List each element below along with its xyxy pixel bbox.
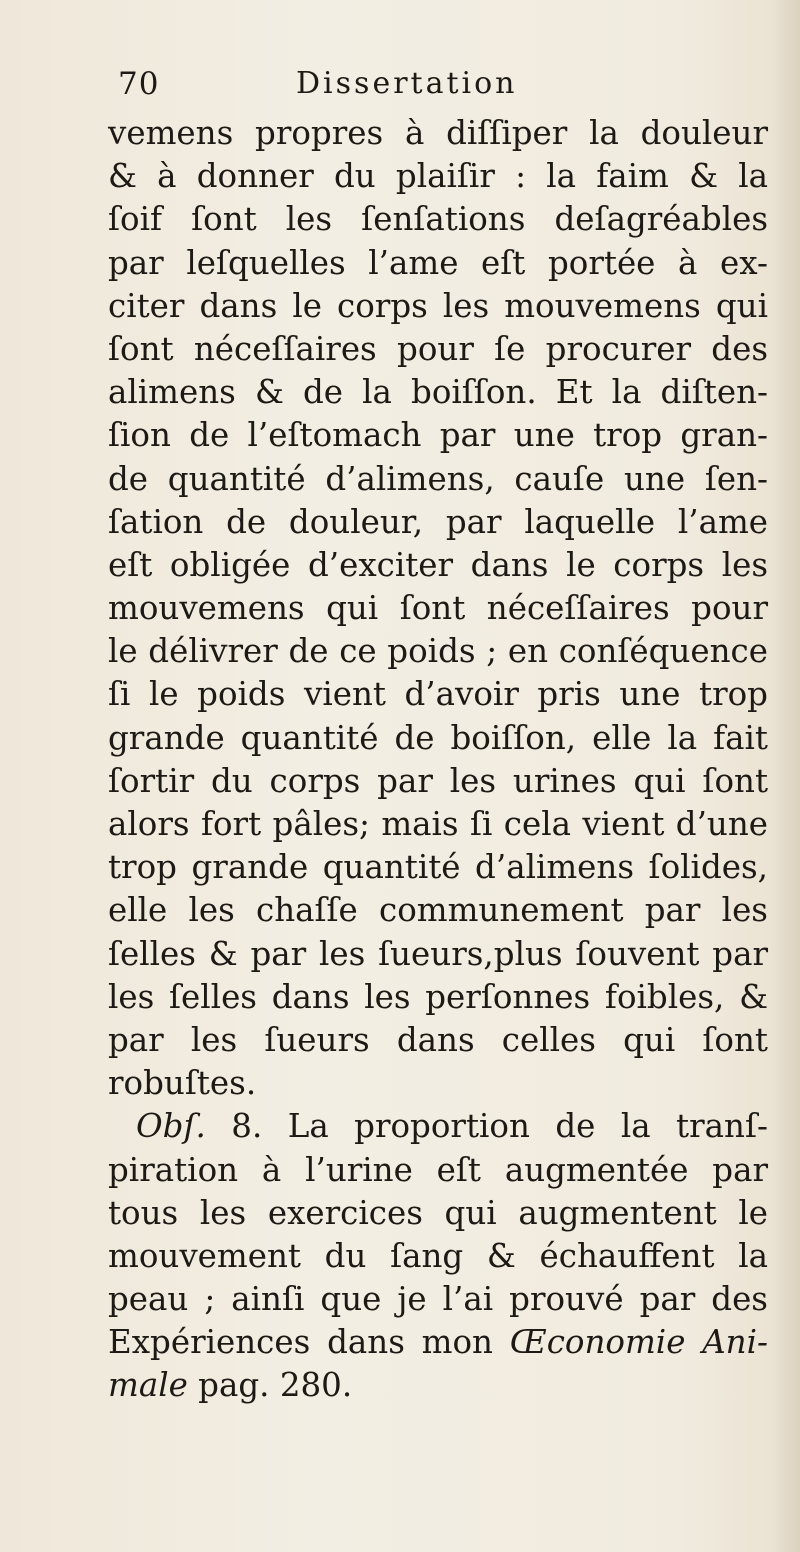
- text-line: citer dans le corps les mouvemens qui: [108, 286, 768, 325]
- paragraph-2-observation: [108, 1105, 768, 1407]
- text-line: [108, 1105, 768, 1148]
- page-edge-shadow: [770, 0, 800, 1552]
- text-line: ſont néceſſaires pour ſe procurer des: [108, 329, 768, 368]
- text-line: mouvement du ſang & échauffent la: [108, 1236, 768, 1275]
- text-line: ſortir du corps par les urines qui ſont: [108, 761, 768, 800]
- text-line: elle les chaſſe communement par les: [108, 891, 768, 930]
- text-line: par les ſueurs dans celles qui ſont: [108, 1020, 768, 1059]
- text-line: ſelles & par les ſueurs,plus ſouvent par: [108, 934, 768, 973]
- text-line: de quantité d’alimens, cauſe une ſen-: [108, 459, 768, 498]
- text-line: ſi le poids vient d’avoir pris une trop: [108, 675, 768, 714]
- page-reference: pag. 280.: [198, 1366, 353, 1405]
- text-line: trop grande quantité d’alimens ſolides,: [108, 848, 768, 887]
- book-title-continued: male: [108, 1366, 188, 1405]
- text-line: robuſtes.: [108, 1064, 257, 1103]
- text-line: [108, 1321, 768, 1364]
- running-title: Dissertation: [296, 66, 518, 101]
- text-line: alimens & de la boiſſon. Et la diſten-: [108, 373, 768, 412]
- page-number: 70: [118, 66, 160, 102]
- text-line: piration à l’urine eſt augmentée par: [108, 1150, 768, 1189]
- text-line: vemens propres à diſſiper la douleur: [108, 114, 768, 152]
- text-line: ſation de douleur, par laquelle l’ame: [108, 502, 768, 541]
- text-line: le délivrer de ce poids ; en conſéquence: [108, 632, 768, 671]
- text-line: eſt obligée d’exciter dans le corps les: [108, 545, 768, 584]
- text-line: peau ; ainſi que je l’ai prouvé par des: [108, 1280, 768, 1319]
- book-title: Œconomie Ani-: [509, 1323, 768, 1362]
- text-line: & à donner du plaiſir : la faim & la: [108, 157, 768, 196]
- text-line: ſion de l’eſtomach par une trop gran-: [108, 416, 768, 455]
- text-line: mouvemens qui ſont néceſſaires pour: [108, 589, 768, 628]
- text-line: tous les exercices qui augmentent le: [108, 1193, 768, 1232]
- observation-number: 8.: [231, 1107, 263, 1146]
- paragraph-1: [108, 112, 768, 1105]
- page-header: [118, 66, 638, 106]
- text-line: par leſquelles l’ame eſt portée à ex-: [108, 243, 768, 282]
- text-line: grande quantité de boiſſon, elle la fait: [108, 718, 768, 757]
- text-line: [108, 1364, 768, 1407]
- observation-label: Obſ.: [136, 1107, 206, 1146]
- text-line: ſoif ſont les ſenſations deſagréables: [108, 200, 768, 239]
- text-line: les ſelles dans les perſonnes foibles, &: [108, 977, 768, 1016]
- text-segment: Expériences dans mon: [108, 1323, 493, 1362]
- observation-first-line: La proportion de la tranſ-: [287, 1107, 768, 1146]
- text-line: alors fort pâles; mais ſi cela vient d’une: [108, 805, 768, 843]
- body-text: [108, 112, 768, 1408]
